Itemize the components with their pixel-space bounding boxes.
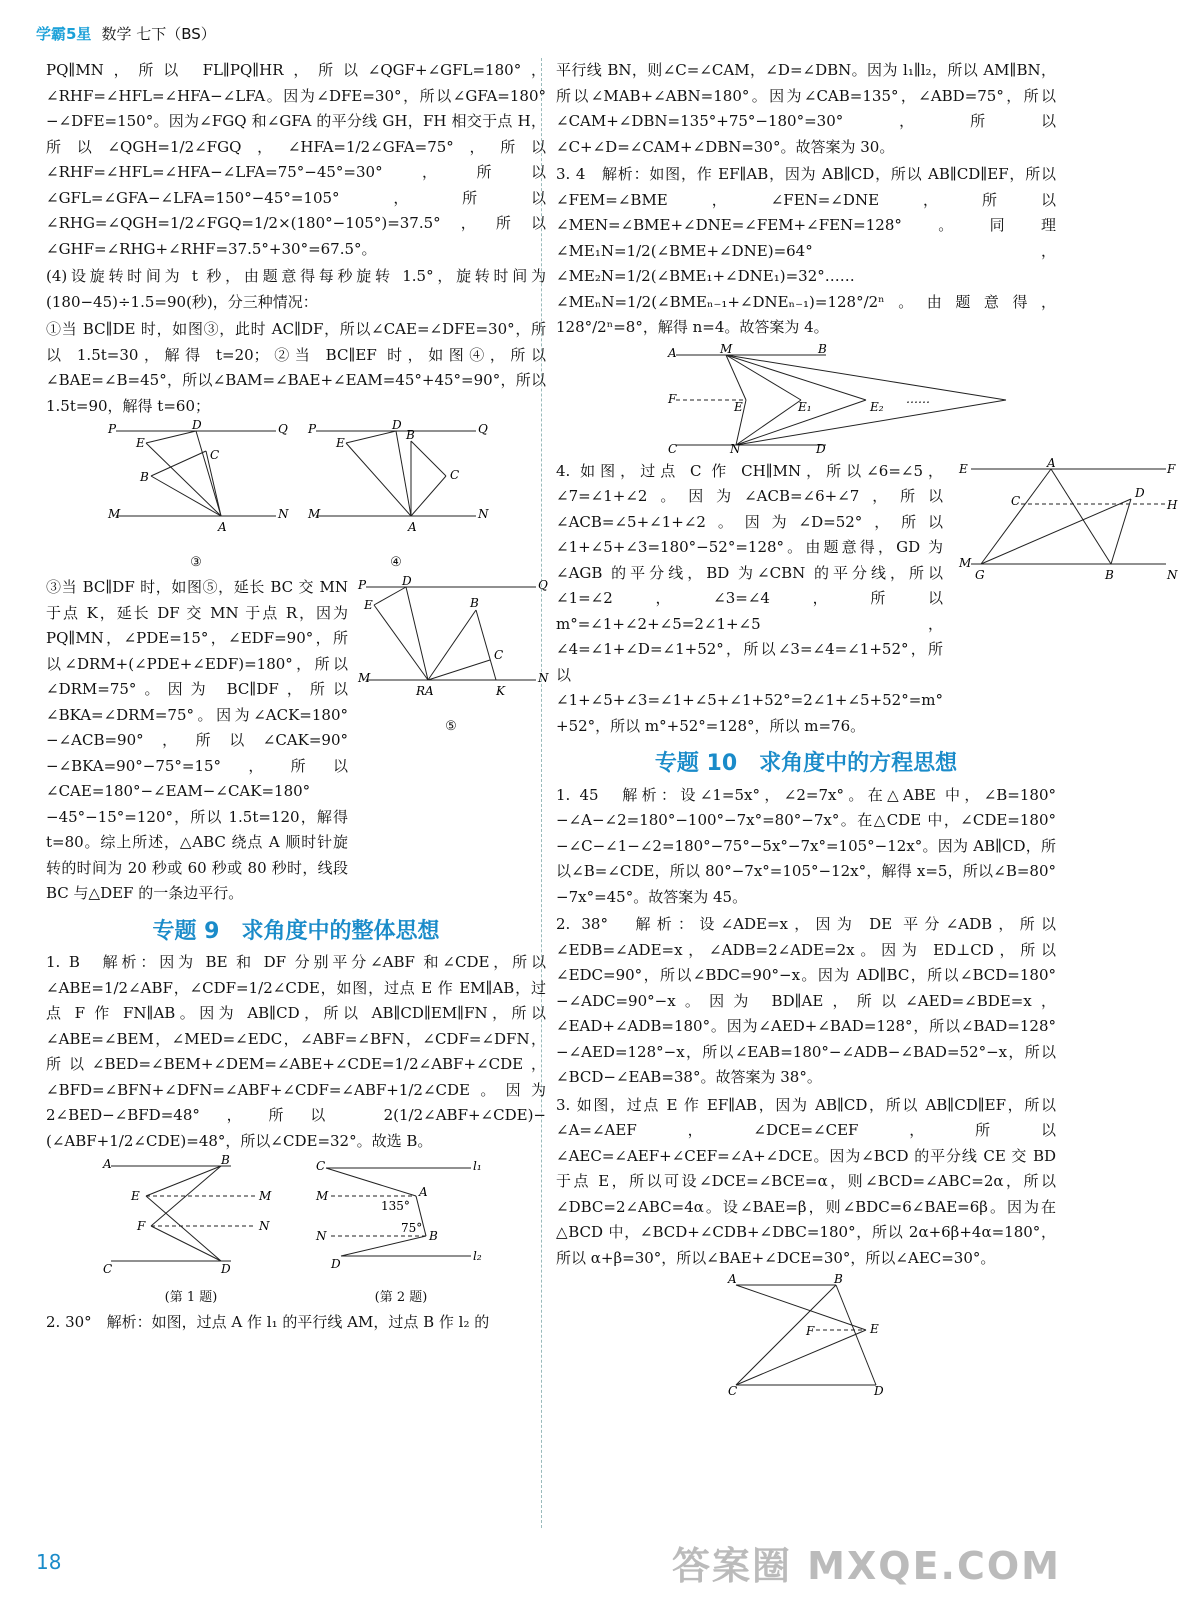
q10-1: 1. 45 解析：设∠1=5x°，∠2=7x°。在△ABE 中，∠B=180°−∠A−∠2=180°−100°−7x°=80°−7x°。在△CDE 中，∠CDE=180°−∠C−∠1−∠2=180°−75°−5x°−7x°=105°−12x°。因为 AB∥CD，所以∠B=∠CDE，所以 80°−7x°=105°−12x°，解得 x=5，所以∠B=80°−7x°=45°。故答案为 45。 <box>556 785 1056 906</box>
header <box>36 18 216 48</box>
svg-text:P: P <box>358 578 367 592</box>
svg-text:135°: 135° <box>381 1199 410 1213</box>
svg-text:M: M <box>358 671 371 685</box>
svg-text:C: C <box>1011 493 1021 508</box>
svg-text:A: A <box>1047 455 1056 470</box>
left-p4: ③当 BC∥DF 时，如图⑤，延长 BC 交 MN 于点 K，延长 DF 交 MN 于点 R，因为 PQ∥MN，∠PDE=15°，∠EDF=90°，所以∠DRM+(∠PDE+∠EDF)=180°，所以∠DRM=75°。因为 BC∥DF，所以∠BKA=∠DRM=75°。因为∠ACK=180°−∠ACB=90°，所以∠CAK=90°−∠BKA=90°−75°=15°，所以∠CAE=180°−∠EAM−∠CAK=180°−45°−15°=120°，所以 1.5t=120，解得 t=80。综上所述，△ABC 绕点 A 顺时针旋转的时间为 20 秒或 60 秒或 80 秒时，线段 BC 与△DEF 的一条边平行。 <box>46 578 348 902</box>
svg-text:B: B <box>470 596 479 610</box>
figure-3 <box>106 418 289 541</box>
q9-2-cont: 平行线 BN，则∠C=∠CAM，∠D=∠DBN。因为 l₁∥l₂，所以 AM∥BN，所以∠MAB+∠ABN=180°。因为∠CAB=135°，∠ABD=75°，所以∠CAM+∠DBN=135°+75°−180°=30°，所以∠C+∠D=∠CAM+∠DBN=30°。故答案为 30。 <box>556 61 1056 156</box>
svg-text:E₁: E₁ <box>798 399 812 414</box>
svg-text:F: F <box>137 1219 146 1233</box>
block-figure-5 <box>46 574 549 909</box>
svg-text:M: M <box>259 1189 272 1203</box>
figure-5 <box>356 574 549 705</box>
svg-text:D: D <box>192 418 202 432</box>
svg-text:E: E <box>870 1322 879 1336</box>
figure-q9-1 <box>101 1153 281 1276</box>
q9-4: 4. 如图，过点 C 作 CH∥MN，所以∠6=∠5，∠7=∠1+∠2。因为∠ACB=∠6+∠7，所以∠ACB=∠5+∠1+∠2。因为∠D=52°，所以∠1+∠5+∠3=180°−52°=128°。由题意得，GD 为∠AGB 的平分线，BD 为∠CBN 的平分线，所以∠1=∠2，∠3=∠4，所以 m°=∠1+∠2+∠5=2∠1+∠5，∠4=∠1+∠D=∠1+52°，所以∠3=∠4=∠1+52°，所以∠1+∠5+∠3=∠1+∠5+∠1+52°=2∠1+∠5+52°=m°+52°，所以 m°+52°=128°，所以 m=76。 <box>556 461 944 735</box>
svg-text:N: N <box>259 1219 270 1233</box>
svg-text:75°: 75° <box>401 1221 423 1235</box>
svg-text:F: F <box>668 391 677 406</box>
svg-text:E₂: E₂ <box>870 399 884 414</box>
svg-text:E: E <box>959 461 968 476</box>
svg-text:E: E <box>364 598 373 612</box>
figures-3-4 <box>46 418 546 575</box>
svg-text:K: K <box>496 684 505 698</box>
svg-text:RA: RA <box>416 684 434 698</box>
svg-text:Q: Q <box>478 422 488 436</box>
svg-text:E: E <box>131 1189 140 1203</box>
svg-text:P: P <box>108 422 117 436</box>
caption-q9-2: (第 2 题) <box>374 1289 428 1305</box>
svg-text:H: H <box>1167 497 1178 512</box>
figure-q9-4 <box>951 455 1181 582</box>
figure-q9-3 <box>606 341 1006 456</box>
caption-figure-5: ⑤ <box>445 718 457 734</box>
figure-q10-3 <box>706 1272 906 1398</box>
svg-text:D: D <box>402 574 412 588</box>
q9-1: 1. B 解析：因为 BE 和 DF 分别平分∠ABF 和∠CDE，所以∠ABE=1/2∠ABF，∠CDF=1/2∠CDE，如图，过点 E 作 EM∥AB，过点 F 作 FN∥AB。因为 AB∥CD，所以 AB∥CD∥EM∥FN，所以∠ABE=∠BEM，∠MED=∠EDC，∠ABF=∠BFN，∠CDF=∠DFN，所以∠BED=∠BEM+∠DEM=∠ABE+∠CDE=1/2∠ABF+∠CDE，∠BFD=∠BFN+∠DFN=∠ABF+∠CDF=∠ABF+1/2∠CDE。因为 2∠BED−∠BFD=48°，所以 2(1/2∠ABF+∠CDE)−(∠ABF+1/2∠CDE)=48°，所以∠CDE=32°。故选 B。 <box>46 953 546 1150</box>
svg-text:C: C <box>210 448 220 462</box>
q10-3: 3. 如图，过点 E 作 EF∥AB，因为 AB∥CD，所以 AB∥CD∥EF，所以∠A=∠AEF，∠DCE=∠CEF，所以∠AEC=∠AEF+∠CEF=∠A+∠DCE。因为∠BCD 的平分线 CE 交 BD 于点 E，所以可设∠DCE=∠BCE=α，则∠BCD=∠ABC=2α，所以∠DBC=2∠ABC=4α。设∠BAE=β，则∠BDC=6∠BAE=6β。因为在△BCD 中，∠BCD+∠CDB+∠DBC=180°，所以 2α+6β+4α=180°，所以 α+β=30°，所以∠BAE+∠DCE=30°，所以∠AEC=30°。 <box>556 1095 1056 1267</box>
svg-text:l₁: l₁ <box>473 1159 482 1173</box>
svg-text:N: N <box>278 507 289 521</box>
svg-text:A: A <box>218 520 227 534</box>
svg-text:C: C <box>316 1159 326 1173</box>
svg-text:A: A <box>668 345 677 360</box>
svg-text:Q: Q <box>278 422 288 436</box>
figure-4 <box>306 418 489 541</box>
left-column <box>46 58 549 1338</box>
left-p2: (4)设旋转时间为 t 秒，由题意得每秒旋转 1.5°，旋转时间为(180−45)÷1.5=90(秒)，分三种情况： <box>46 267 546 311</box>
caption-figure-3: ③ <box>190 554 202 570</box>
svg-text:C: C <box>494 648 504 662</box>
svg-text:E: E <box>336 436 345 450</box>
q9-2: 2. 30° 解析：如图，过点 A 作 l₁ 的平行线 AM，过点 B 作 l₂ 的 <box>46 1313 490 1331</box>
svg-text:B: B <box>406 428 415 442</box>
svg-text:B: B <box>834 1272 843 1286</box>
caption-q9-1: (第 1 题) <box>164 1289 218 1305</box>
left-p3: ①当 BC∥DE 时，如图③，此时 AC∥DF，所以∠CAE=∠DFE=30°，所以 1.5t=30，解得 t=20；②当 BC∥EF 时，如图④，所以∠BAE=∠B=45°，所以∠BAM=∠BAE+∠EAM=45°+45°=90°，所以 1.5t=90，解得 t=60； <box>46 320 546 415</box>
svg-text:A: A <box>408 520 417 534</box>
svg-text:E: E <box>136 436 145 450</box>
figure-q9-2 <box>311 1156 491 1276</box>
caption-figure-4: ④ <box>390 554 402 570</box>
section-title-9: 专题 9 求角度中的整体思想 <box>152 918 440 944</box>
svg-text:N: N <box>478 507 489 521</box>
svg-text:M: M <box>316 1189 329 1203</box>
svg-text:F: F <box>1167 461 1176 476</box>
svg-text:D: D <box>221 1262 231 1276</box>
left-p1: PQ∥MN，所以 FL∥PQ∥HR，所以∠QGF+∠GFL=180°，∠RHF=∠HFL=∠HFA−∠LFA。因为∠DFE=30°，所以∠GFA=180°−∠DFE=150°。因为∠FGQ 和∠GFA 的平分线 GH，FH 相交于点 H，所以∠QGH=1/2∠FGQ，∠HFA=1/2∠GFA=75°，所以∠RHF=∠HFL=∠HFA−∠LFA=75°−45°=30°，所以∠GFL=∠GFA−∠LFA=150°−45°=105°，所以∠RHG=∠QGH=1/2∠FGQ=1/2×(180°−105°)=37.5°，所以∠GHF=∠RHG+∠RHF=37.5°+30°=67.5°。 <box>46 61 546 258</box>
svg-text:E: E <box>734 399 743 414</box>
svg-text:N: N <box>316 1229 327 1243</box>
svg-text:D: D <box>874 1384 884 1398</box>
svg-text:A: A <box>728 1272 737 1286</box>
svg-text:P: P <box>308 422 317 436</box>
svg-text:D: D <box>1135 485 1145 500</box>
right-column <box>556 58 1178 1399</box>
svg-text:B: B <box>818 341 827 356</box>
svg-text:F: F <box>806 1324 815 1338</box>
svg-text:C: C <box>450 468 460 482</box>
svg-text:D: D <box>392 418 402 432</box>
svg-text:M: M <box>308 507 321 521</box>
svg-text:G: G <box>975 567 985 582</box>
header-subject: 数学 七下（BS） <box>101 24 216 43</box>
svg-text:B: B <box>221 1153 230 1167</box>
svg-text:C: C <box>728 1384 738 1398</box>
svg-text:B: B <box>140 470 149 484</box>
svg-text:l₂: l₂ <box>473 1249 482 1263</box>
svg-text:C: C <box>668 441 678 456</box>
svg-text:M: M <box>108 507 121 521</box>
svg-text:……: …… <box>906 391 930 406</box>
q9-3: 3. 4 解析：如图，作 EF∥AB，因为 AB∥CD，所以 AB∥CD∥EF，所以∠FEM=∠BME，∠FEN=∠DNE，所以∠MEN=∠BME+∠DNE=∠FEM+∠FEN=128°。同理∠ME₁N=1/2(∠BME+∠DNE)=64°，∠ME₂N=1/2(∠BME₁+∠DNE₁)=32°……∠MEₙN=1/2(∠BMEₙ₋₁+∠DNEₙ₋₁)=128°/2ⁿ。由题意得，128°/2ⁿ=8°，解得 n=4。故答案为 4。 <box>556 165 1056 336</box>
svg-text:D: D <box>331 1257 341 1271</box>
q10-2: 2. 38° 解析：设∠ADE=x，因为 DE 平分∠ADB，所以∠EDB=∠ADE=x，∠ADB=2∠ADE=2x。因为 ED⊥CD，所以∠EDC=90°，所以∠BDC=90°−x。因为 AD∥BC，所以∠BCD=180°−∠ADC=90°−x。因为 BD∥AE，所以∠AED=∠BDE=x，∠EAD+∠ADB=180°。因为∠AED+∠BAD=128°，所以∠BAD=128°−∠AED=128°−x，所以∠EAB=180°−∠ADB−∠BAD=52°−x，所以∠BCD−∠EAB=38°。故答案为 38°。 <box>556 915 1056 1086</box>
svg-text:B: B <box>429 1229 438 1243</box>
svg-text:A: A <box>103 1157 112 1171</box>
svg-text:D: D <box>816 441 826 456</box>
svg-text:B: B <box>1105 567 1114 582</box>
svg-text:M: M <box>720 341 733 356</box>
svg-text:A: A <box>419 1185 428 1199</box>
block-q9-4 <box>556 455 1178 742</box>
section-title-10: 专题 10 求角度中的方程思想 <box>654 751 958 776</box>
svg-text:Q: Q <box>538 578 548 592</box>
svg-text:C: C <box>103 1262 113 1276</box>
svg-text:N: N <box>538 671 549 685</box>
figures-q9 <box>46 1153 546 1310</box>
brand-logo: 学霸5星 <box>36 24 92 43</box>
svg-text:N: N <box>1167 567 1178 582</box>
page-number: 18 <box>36 1550 62 1574</box>
watermark: 答案圈 MXQE.COM <box>671 1544 1061 1588</box>
svg-text:M: M <box>959 555 972 570</box>
svg-text:N: N <box>730 441 741 456</box>
